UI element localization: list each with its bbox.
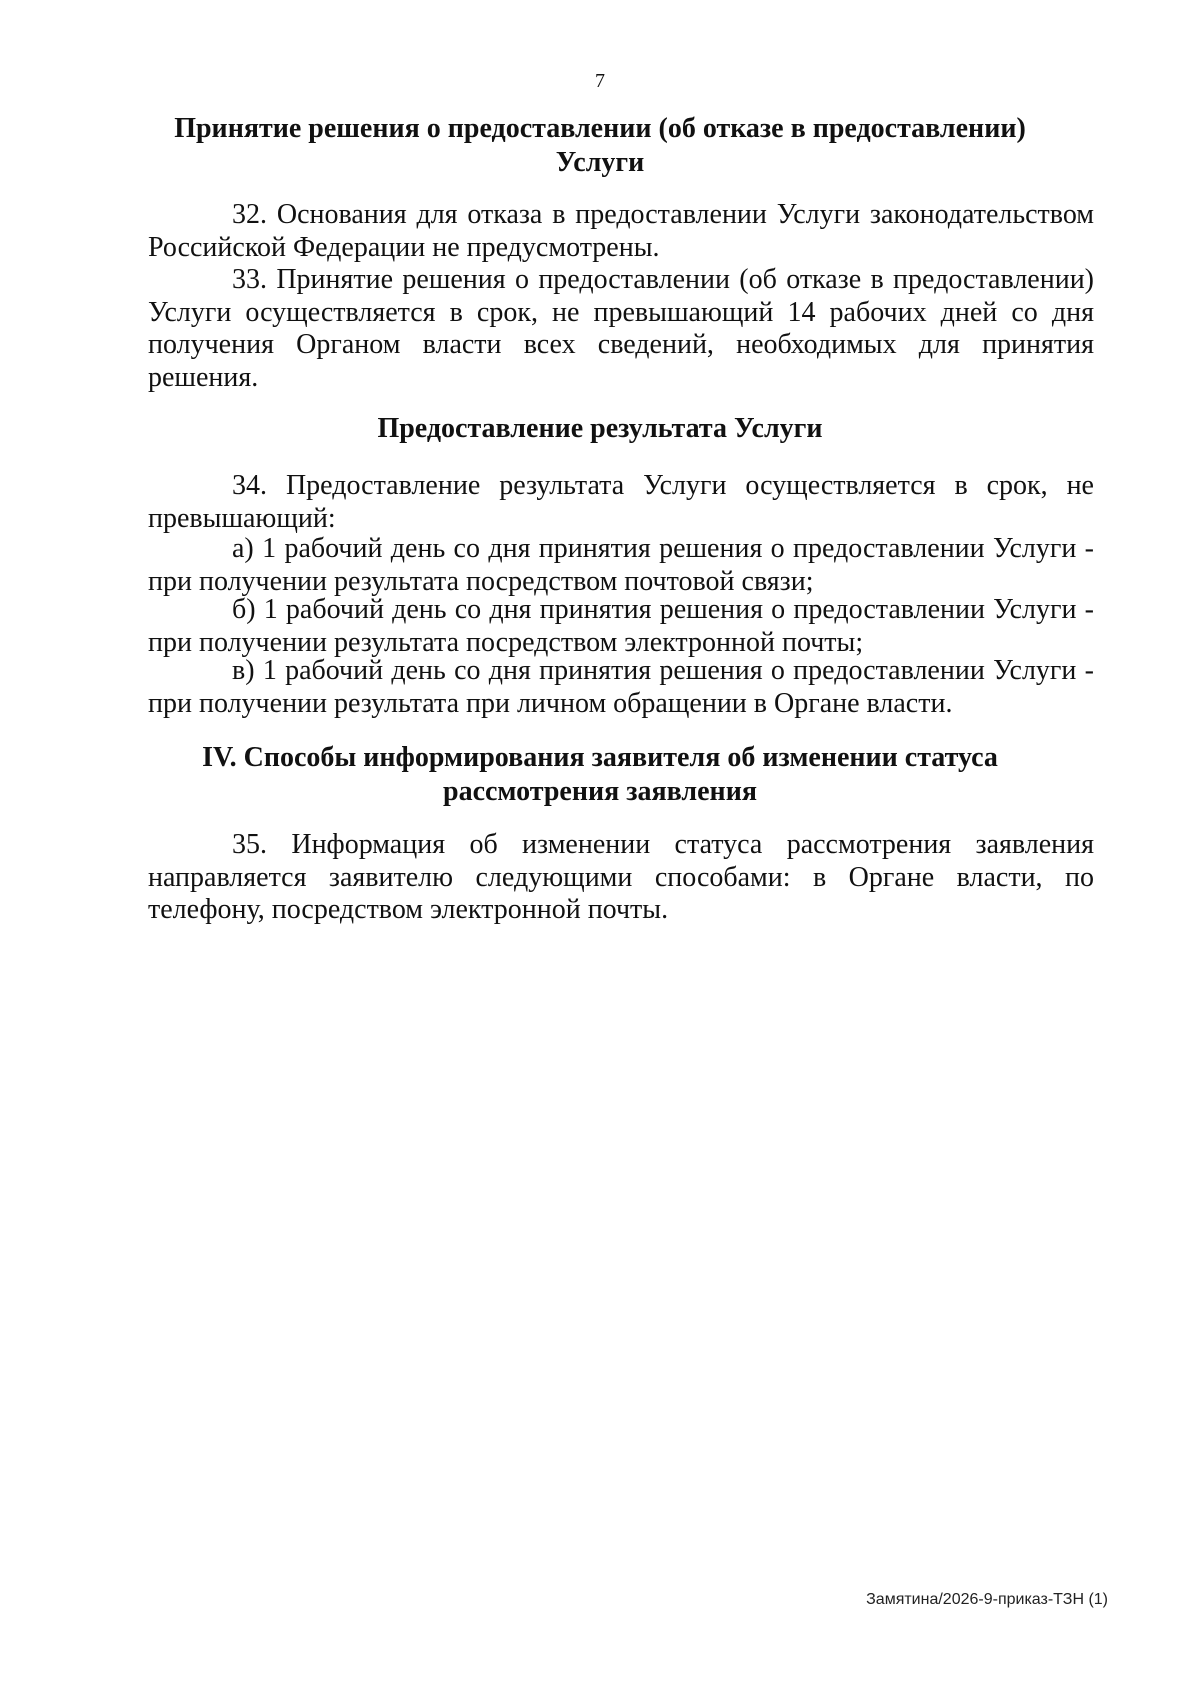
paragraph-33: 33. Принятие решения о предоставлении (об отказе в предоставлении) Услуги осуществляется в срок, не превышающий 14 рабочих дней со дня получения Органом власти всех сведений, необходимых для принятия решения. <box>148 264 1094 393</box>
list-item-b: б) 1 рабочий день со дня принятия решения о предоставлении Услуги - при получении результата посредством электронной почты; <box>148 594 1094 658</box>
section-heading-informing-line1: IV. Способы информирования заявителя об изменении статуса <box>202 742 998 773</box>
paragraph-35: 35. Информация об изменении статуса рассмотрения заявления направляется заявителю следующими способами: в Органе власти, по телефону, посредством электронной почты. <box>148 829 1094 925</box>
page-number: 7 <box>595 70 605 92</box>
section-heading-decision-line1: Принятие решения о предоставлении (об отказе в предоставлении) <box>174 113 1026 144</box>
paragraph-32: 32. Основания для отказа в предоставлении Услуги законодательством Российской Федерации не предусмотрены. <box>148 199 1094 263</box>
section-heading-informing-line2: рассмотрения заявления <box>443 776 757 807</box>
section-heading-result <box>0 412 1200 446</box>
section-heading-result-line1: Предоставление результата Услуги <box>377 413 823 444</box>
paragraph-34: 34. Предоставление результата Услуги осуществляется в срок, не превышающий: <box>148 470 1094 534</box>
list-item-a: а) 1 рабочий день со дня принятия решения о предоставлении Услуги - при получении результата посредством почтовой связи; <box>148 533 1094 597</box>
section-heading-decision-line2: Услуги <box>555 147 645 178</box>
section-heading-informing <box>0 741 1200 809</box>
section-heading-decision <box>0 112 1200 180</box>
list-item-c: в) 1 рабочий день со дня принятия решения о предоставлении Услуги - при получении результата при личном обращении в Органе власти. <box>148 655 1094 719</box>
document-code-footer: Замятина/2026-9-приказ-ТЗН (1) <box>866 1591 1108 1608</box>
